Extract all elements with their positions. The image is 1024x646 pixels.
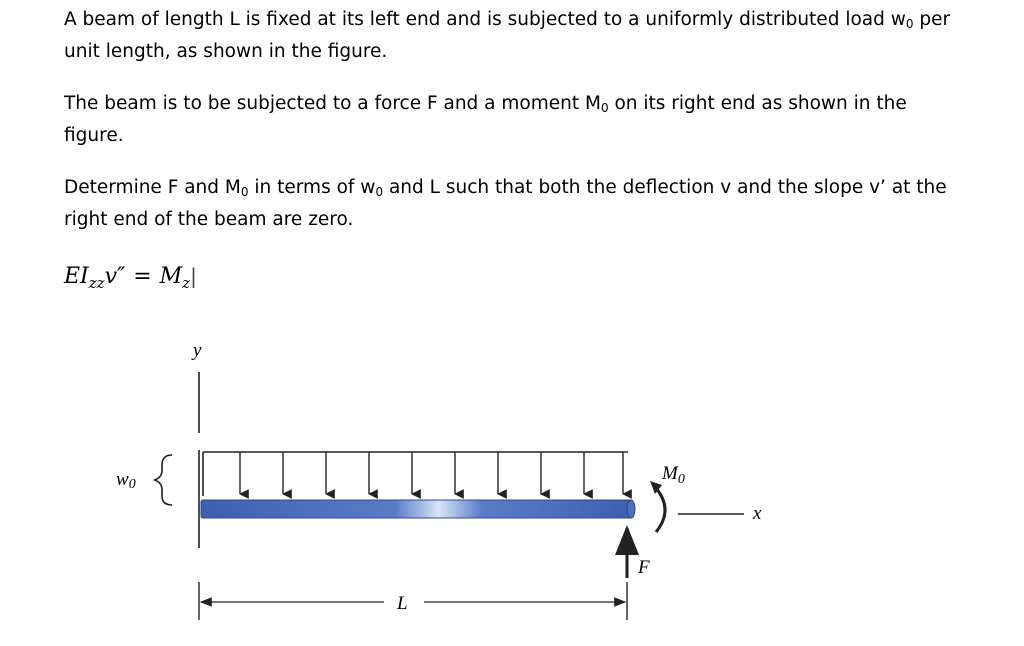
- eq-lhs-b: v″: [104, 264, 126, 289]
- eq-rhs-sub: z: [182, 274, 191, 292]
- eq-rhs: M: [159, 264, 183, 289]
- p1-text-c: unit length, as shown in the figure.: [64, 41, 388, 62]
- p1-text-b: per: [913, 9, 951, 30]
- p2-text-b: on its right end as shown in the: [608, 93, 907, 114]
- eq-lhs: EI: [64, 264, 89, 289]
- y-axis-label: y: [193, 340, 202, 361]
- length-label: L: [397, 593, 408, 614]
- p2-text-a: The beam is to be subjected to a force F and a moment M: [64, 93, 601, 114]
- moment-label: $M_0$: [662, 463, 685, 487]
- load-arrows: [240, 452, 623, 494]
- load-brace-icon: [154, 455, 172, 505]
- p1-sub: 0: [905, 17, 914, 31]
- load-label: w0: [116, 469, 136, 492]
- p3-sub-1: 0: [240, 185, 249, 199]
- p3-text-a: Determine F and M: [64, 177, 241, 198]
- moment-arrow-icon: [656, 488, 665, 532]
- p2-sub: 0: [600, 101, 609, 115]
- eq-lhs-sub: zz: [88, 274, 105, 292]
- p3-text-d: right end of the beam are zero.: [64, 209, 354, 230]
- p1-text-a: A beam of length L is fixed at its left end and is subjected to a uniformly distributed load w: [64, 9, 906, 30]
- p3-text-b: in terms of w: [248, 177, 376, 198]
- beam: [201, 500, 633, 518]
- x-axis-label: x: [753, 503, 762, 524]
- p3-sub-2: 0: [375, 185, 384, 199]
- force-label: F: [638, 557, 650, 578]
- eq-operator: =: [133, 264, 152, 289]
- beam-end-cap: [627, 500, 635, 518]
- p2-text-c: figure.: [64, 125, 124, 146]
- text-cursor: |: [190, 264, 197, 288]
- p3-text-c: and L such that both the deflection v and the slope v’ at the: [383, 177, 947, 198]
